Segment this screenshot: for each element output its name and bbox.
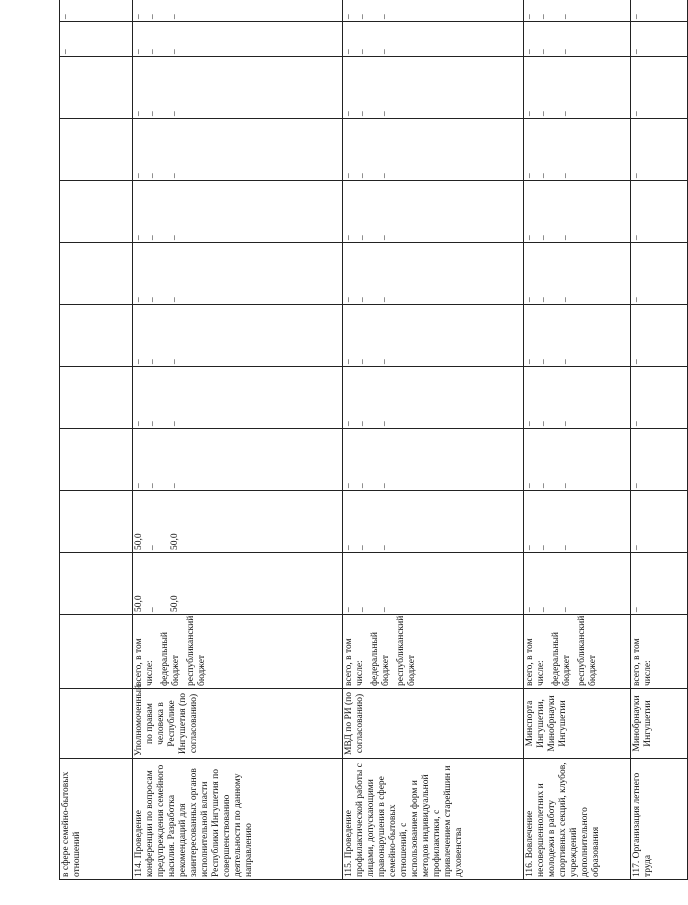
amount-value: – xyxy=(134,14,144,19)
amount-value: – xyxy=(134,297,144,302)
amount-cell xyxy=(524,305,631,367)
amount-value xyxy=(61,555,75,612)
activity-name: 114. Проведение конференции по вопросам предупреждения семейного насилия. Разработка рекомендаций для заинтересованных органов исполнительной власти Республики Ингушетия по совершенствованию деятельности по данному направлению xyxy=(134,764,254,877)
amount-cell xyxy=(343,119,524,181)
amount-cell xyxy=(60,119,133,181)
amount-cell xyxy=(631,553,688,615)
amount-cell xyxy=(524,0,631,22)
amount-cell xyxy=(133,243,343,305)
amount-value: – xyxy=(525,235,535,240)
amount-cell xyxy=(133,119,343,181)
amount-cell xyxy=(343,57,524,119)
funding-source: всего, в том числе: xyxy=(525,638,546,686)
amount-cell xyxy=(60,181,133,243)
amount-cell xyxy=(631,491,688,553)
executor-cell xyxy=(60,689,133,759)
amount-value xyxy=(61,59,75,116)
amount-value: – xyxy=(358,14,368,19)
amount-value: – xyxy=(344,14,354,19)
amount-cell xyxy=(631,22,688,57)
amount-value: – xyxy=(358,235,368,240)
executor-cell xyxy=(631,689,688,759)
amount-value: – xyxy=(148,421,158,426)
amount-value: 50,0 xyxy=(170,533,180,550)
amount-value: – xyxy=(525,14,535,19)
amount-value xyxy=(61,245,75,302)
amount-value: – xyxy=(134,421,144,426)
amount-value: – xyxy=(632,297,642,302)
activity-name-cell xyxy=(524,759,631,880)
amount-value: – xyxy=(134,483,144,488)
amount-value: – xyxy=(344,111,354,116)
funding-source-cell xyxy=(524,615,631,689)
amount-value: – xyxy=(525,545,535,550)
amount-value: – xyxy=(561,545,571,550)
amount-value: – xyxy=(148,607,158,612)
amount-cell xyxy=(524,553,631,615)
amount-value: – xyxy=(170,297,180,302)
amount-value: – xyxy=(525,359,535,364)
executor: Уполномоченный по правам человека в Республике Ингушетия (по согласованию) xyxy=(134,684,199,756)
amount-value: – xyxy=(358,173,368,178)
amount-value: – xyxy=(632,483,642,488)
amount-value: – xyxy=(134,173,144,178)
amount-value: – xyxy=(61,14,71,19)
amount-value: – xyxy=(632,607,642,612)
executor-cell xyxy=(133,684,343,759)
amount-cell xyxy=(60,243,133,305)
amount-value: – xyxy=(380,297,390,302)
amount-value: – xyxy=(170,483,180,488)
activity-name: 115. Проведение профилактической работы с лицами, допускающими правонарушения в сфере семейно-бытовых отношений, с использованием форм и методов индивидуальной профилактики, с привлечением старейшин и духовенства xyxy=(344,763,464,877)
amount-value: – xyxy=(561,607,571,612)
amount-cell xyxy=(343,305,524,367)
amount-value: – xyxy=(358,607,368,612)
table-body xyxy=(60,0,688,880)
amount-value: – xyxy=(561,49,571,54)
amount-cell xyxy=(60,553,133,615)
amount-cell xyxy=(133,22,343,57)
funding-source: федеральный бюджет xyxy=(551,632,572,686)
amount-value: – xyxy=(539,359,549,364)
table-row xyxy=(343,0,524,880)
amount-cell xyxy=(524,429,631,491)
executor: МВД по РИ (по согласованию) xyxy=(344,692,365,756)
amount-value: – xyxy=(561,359,571,364)
amount-value: – xyxy=(358,421,368,426)
amount-value xyxy=(61,183,75,240)
amount-cell xyxy=(524,119,631,181)
amount-value: – xyxy=(380,359,390,364)
amount-value xyxy=(61,121,75,178)
amount-cell xyxy=(524,367,631,429)
amount-value: – xyxy=(148,483,158,488)
amount-cell xyxy=(60,367,133,429)
amount-value: – xyxy=(539,235,549,240)
amount-value xyxy=(61,307,75,364)
activity-name-cell xyxy=(60,759,133,880)
amount-value: – xyxy=(632,111,642,116)
amount-cell xyxy=(133,181,343,243)
amount-cell xyxy=(524,491,631,553)
amount-value: – xyxy=(148,173,158,178)
amount-value: – xyxy=(632,235,642,240)
amount-cell xyxy=(343,181,524,243)
table-row xyxy=(133,0,343,880)
amount-cell xyxy=(343,0,524,22)
funding-source-cell xyxy=(631,615,688,689)
amount-value: – xyxy=(632,545,642,550)
amount-value: – xyxy=(525,49,535,54)
amount-cell xyxy=(60,305,133,367)
amount-cell xyxy=(524,57,631,119)
amount-value xyxy=(61,431,75,488)
amount-value: – xyxy=(344,607,354,612)
executor-cell xyxy=(343,689,524,759)
table-row xyxy=(631,0,688,880)
amount-cell xyxy=(524,22,631,57)
funding-source: всего, в том числе: xyxy=(632,638,653,686)
amount-value: – xyxy=(344,235,354,240)
amount-value: – xyxy=(170,111,180,116)
amount-cell xyxy=(133,0,343,22)
amount-value: 50,0 xyxy=(134,595,144,612)
amount-cell xyxy=(60,491,133,553)
amount-cell xyxy=(631,367,688,429)
amount-value: – xyxy=(148,49,158,54)
amount-value: – xyxy=(561,483,571,488)
amount-value: – xyxy=(148,111,158,116)
amount-value: – xyxy=(539,14,549,19)
amount-value: – xyxy=(148,359,158,364)
amount-value: – xyxy=(134,359,144,364)
amount-value: – xyxy=(380,235,390,240)
amount-value: – xyxy=(632,14,642,19)
amount-cell xyxy=(60,22,133,57)
funding-source: республиканский бюджет xyxy=(396,615,417,686)
amount-cell xyxy=(60,429,133,491)
amount-value: – xyxy=(561,111,571,116)
table-row xyxy=(524,0,631,880)
activity-name: 117. Организация летнего труда xyxy=(632,772,653,877)
amount-value: – xyxy=(380,421,390,426)
activity-name: в сфере семейно-бытовых отношений xyxy=(61,771,82,877)
amount-value: – xyxy=(380,173,390,178)
amount-value: – xyxy=(148,235,158,240)
amount-value: – xyxy=(525,421,535,426)
amount-cell xyxy=(343,553,524,615)
amount-value: – xyxy=(344,49,354,54)
amount-value: – xyxy=(344,421,354,426)
table-row xyxy=(60,0,133,880)
amount-cell xyxy=(631,0,688,22)
amount-value: – xyxy=(358,483,368,488)
amount-cell xyxy=(133,429,343,491)
funding-source-cell xyxy=(60,615,133,689)
amount-value: – xyxy=(358,297,368,302)
amount-value: – xyxy=(632,49,642,54)
amount-value: – xyxy=(344,297,354,302)
amount-value: – xyxy=(632,173,642,178)
amount-value: – xyxy=(539,483,549,488)
amount-value: – xyxy=(539,297,549,302)
amount-value: – xyxy=(539,49,549,54)
amount-value: – xyxy=(380,111,390,116)
funding-source-cell xyxy=(343,615,524,689)
amount-cell xyxy=(524,181,631,243)
amount-value: – xyxy=(380,14,390,19)
funding-source: республиканский бюджет xyxy=(186,615,207,686)
amount-value xyxy=(61,493,75,550)
amount-value: – xyxy=(358,111,368,116)
activity-name-cell xyxy=(631,759,688,880)
funding-source: федеральный бюджет xyxy=(370,632,391,686)
amount-value: – xyxy=(561,421,571,426)
amount-value: – xyxy=(344,359,354,364)
executor: Минспорта Ингушетии, Минобрнауки Ингушетии xyxy=(525,695,568,752)
activity-name-cell xyxy=(133,759,343,880)
rotated-table-wrapper xyxy=(59,14,653,880)
amount-value: – xyxy=(539,607,549,612)
amount-value: – xyxy=(358,359,368,364)
amount-value: – xyxy=(358,49,368,54)
amount-value: – xyxy=(170,49,180,54)
funding-source: всего, в том числе: xyxy=(134,638,155,686)
amount-cell xyxy=(343,491,524,553)
amount-value: – xyxy=(380,483,390,488)
executor: Минобрнауки Ингушетии xyxy=(632,695,653,752)
amount-cell xyxy=(133,491,343,553)
amount-cell xyxy=(631,181,688,243)
amount-cell xyxy=(133,57,343,119)
amount-cell xyxy=(343,367,524,429)
amount-value: – xyxy=(170,173,180,178)
amount-value: – xyxy=(632,359,642,364)
amount-value: – xyxy=(632,421,642,426)
amount-cell xyxy=(60,57,133,119)
funding-source: всего, в том числе: xyxy=(344,638,365,686)
amount-value: – xyxy=(344,483,354,488)
amount-cell xyxy=(631,305,688,367)
amount-value: – xyxy=(134,235,144,240)
amount-value: – xyxy=(148,14,158,19)
activity-name-cell xyxy=(343,759,524,880)
amount-value: – xyxy=(525,111,535,116)
amount-value: – xyxy=(61,49,71,54)
amount-value: – xyxy=(525,607,535,612)
amount-value: – xyxy=(170,421,180,426)
amount-value: 50,0 xyxy=(170,595,180,612)
amount-value: – xyxy=(561,173,571,178)
amount-cell xyxy=(343,22,524,57)
amount-value: – xyxy=(525,483,535,488)
executor-cell xyxy=(524,689,631,759)
amount-value: – xyxy=(539,111,549,116)
amount-value: – xyxy=(358,545,368,550)
funding-source-cell xyxy=(133,615,343,689)
activity-name: 116. Вовлечение несовершеннолетних и молодежи в работу спортивных секций, клубов, учреждений дополнительного образования xyxy=(525,762,601,877)
amount-cell xyxy=(631,429,688,491)
amount-value: – xyxy=(148,545,158,550)
amount-value: – xyxy=(170,359,180,364)
amount-cell xyxy=(133,367,343,429)
amount-value: – xyxy=(539,173,549,178)
funding-source: федеральный бюджет xyxy=(160,632,181,686)
funding-source: республиканский бюджет xyxy=(577,615,598,686)
amount-value: 50,0 xyxy=(134,533,144,550)
amount-value xyxy=(61,369,75,426)
amount-cell xyxy=(60,0,133,22)
amount-value: – xyxy=(525,297,535,302)
amount-cell xyxy=(133,553,343,615)
program-activities-table xyxy=(59,0,688,880)
amount-value: – xyxy=(344,545,354,550)
amount-value: – xyxy=(561,297,571,302)
amount-value: – xyxy=(561,235,571,240)
amount-cell xyxy=(343,243,524,305)
amount-value: – xyxy=(170,14,180,19)
amount-value: – xyxy=(380,49,390,54)
amount-value: – xyxy=(134,111,144,116)
amount-value: – xyxy=(539,421,549,426)
amount-value: – xyxy=(380,545,390,550)
amount-value: – xyxy=(525,173,535,178)
amount-cell xyxy=(133,305,343,367)
amount-cell xyxy=(631,57,688,119)
amount-cell xyxy=(631,243,688,305)
amount-cell xyxy=(343,429,524,491)
amount-cell xyxy=(524,243,631,305)
amount-value: – xyxy=(344,173,354,178)
amount-value: – xyxy=(380,607,390,612)
amount-value: – xyxy=(561,14,571,19)
amount-value: – xyxy=(170,235,180,240)
amount-value: – xyxy=(148,297,158,302)
amount-cell xyxy=(631,119,688,181)
amount-value: – xyxy=(134,49,144,54)
amount-value: – xyxy=(539,545,549,550)
